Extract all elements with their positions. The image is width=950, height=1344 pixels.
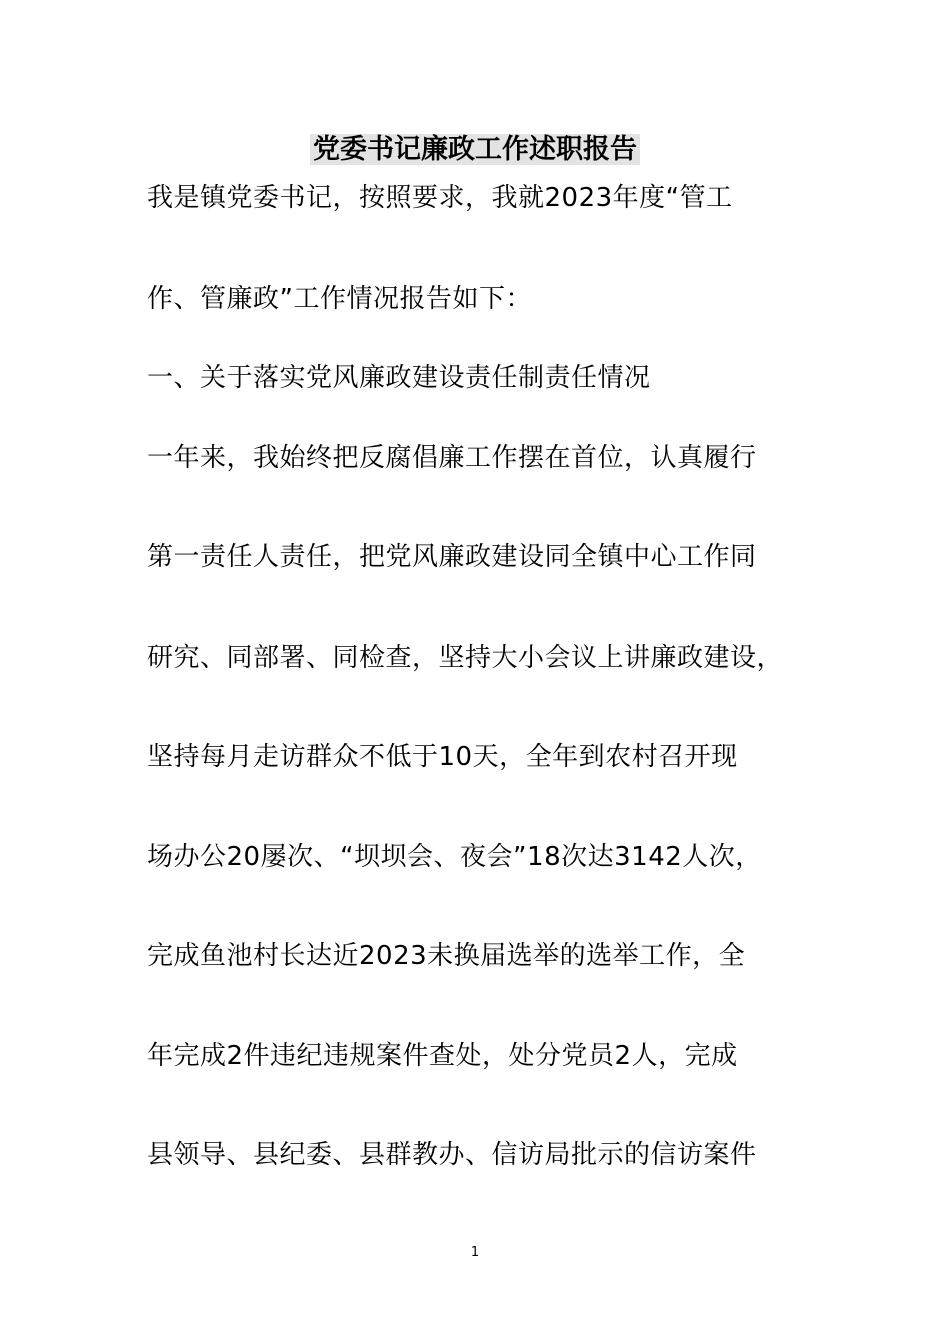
body-line-5: 研究、同部署、同检查，坚持大小会议上讲廉政建设， xyxy=(147,643,784,673)
body-line-9: 年完成2件违纪违规案件查处，处分党员2人，完成 xyxy=(147,1041,738,1071)
section-heading-1: 一、关于落实党风廉政建设责任制责任情况 xyxy=(147,363,651,393)
document-title: 党委书记廉政工作述职报告 xyxy=(0,130,950,170)
body-line-3: 一年来，我始终把反腐倡廉工作摆在首位，认真履行 xyxy=(147,443,757,473)
body-line-4: 第一责任人责任，把党风廉政建设同全镇中心工作同 xyxy=(147,542,757,572)
body-line-10: 县领导、县纪委、县群教办、信访局批示的信访案件 xyxy=(147,1140,757,1170)
body-line-2: 作、管廉政”工作情况报告如下： xyxy=(147,284,532,314)
body-line-8: 完成鱼池村长达近2023未换届选举的选举工作，全 xyxy=(147,941,746,971)
body-line-1: 我是镇党委书记，按照要求，我就2023年度“管工 xyxy=(147,183,733,213)
body-line-6: 坚持每月走访群众不低于10天，全年到农村召开现 xyxy=(147,742,738,772)
body-line-7: 场办公20屡次、“坝坝会、夜会”18次达3142人次， xyxy=(147,842,762,872)
page-number: 1 xyxy=(470,1245,480,1260)
